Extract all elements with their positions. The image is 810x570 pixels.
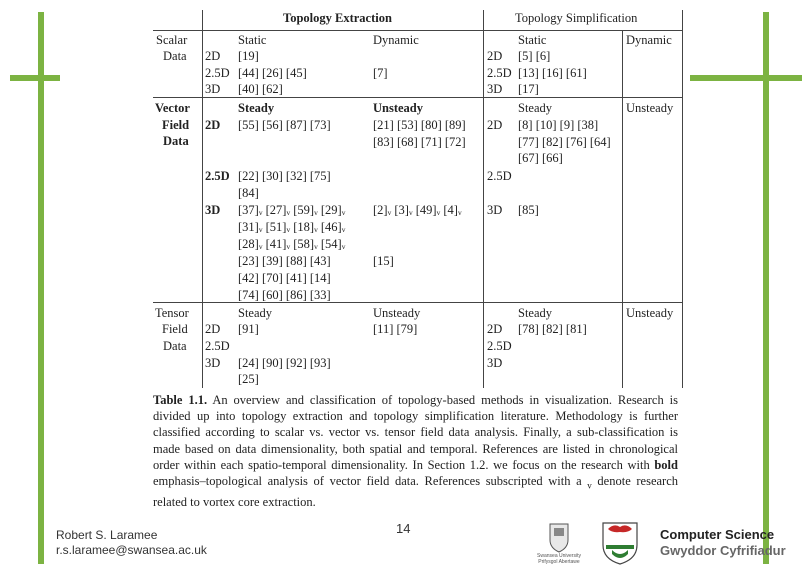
vector-label: Vector bbox=[155, 101, 190, 115]
scalar-dim: 2D bbox=[205, 49, 221, 63]
header-simplification: Topology Simplification bbox=[515, 11, 638, 25]
vector-simp-dim-2d: 2D bbox=[487, 118, 503, 132]
vector-simp-dim-3d: 3D bbox=[487, 203, 503, 217]
page-number: 14 bbox=[396, 521, 411, 536]
vector-unsteady-refs: [83] [68] [71] [72] bbox=[373, 135, 466, 149]
tensor-simp-unsteady-header: Unsteady bbox=[626, 306, 674, 320]
vector-label-data: Data bbox=[163, 134, 189, 148]
vector-unsteady-refs: [2]ᵥ [3]ᵥ [49]ᵥ [4]ᵥ bbox=[373, 203, 462, 217]
caption-label: Table 1.1. bbox=[153, 393, 208, 407]
tensor-dim: 3D bbox=[205, 356, 221, 370]
green-bar-right-horizontal bbox=[690, 75, 802, 81]
caption-text: An overview and classification of topology-based methods in visualization. Research is divided up into topology extraction and topology simplification literature. Methodology is further classified according to scalar vs. vector vs. tensor field data analysis. Finally, a sub-classification is made based on data dimensionality, both spatial and temporal. References are listed in chronological order within each spatio-temporal dimensionality. In Section 1.2. we focus on the research with bbox=[153, 393, 678, 472]
vector-steady-refs: [28]ᵥ [41]ᵥ [58]ᵥ [54]ᵥ bbox=[238, 237, 346, 251]
tensor-label: Tensor bbox=[155, 306, 189, 320]
vector-simp-unsteady-header: Unsteady bbox=[626, 101, 674, 115]
caption-text: denote research related to vortex core extraction. bbox=[153, 474, 679, 509]
tensor-unsteady-header: Unsteady bbox=[373, 306, 421, 320]
table-rule-top bbox=[153, 30, 682, 31]
university-logo bbox=[528, 522, 590, 566]
scalar-refs: [19] bbox=[238, 49, 259, 63]
tensor-simp-dim: 2.5D bbox=[487, 339, 512, 353]
scalar-refs: [44] [26] [45] bbox=[238, 66, 307, 80]
scalar-simp-refs: [13] [16] [61] bbox=[518, 66, 587, 80]
scalar-dynamic-refs: [7] bbox=[373, 66, 388, 80]
vector-steady-refs: [74] [60] [86] [33] bbox=[238, 288, 331, 302]
scalar-label-data: Data bbox=[163, 49, 187, 63]
vector-label-field: Field bbox=[162, 118, 190, 132]
caption-bold: bold bbox=[654, 457, 678, 472]
tensor-simp-dim: 3D bbox=[487, 356, 503, 370]
author-name: Robert S. Laramee bbox=[56, 528, 158, 542]
scalar-static-header: Static bbox=[238, 33, 267, 47]
vector-steady-refs: [84] bbox=[238, 186, 259, 200]
author-email[interactable]: r.s.laramee@swansea.ac.uk bbox=[56, 543, 207, 557]
vector-steady-refs: [37]ᵥ [27]ᵥ [59]ᵥ [29]ᵥ bbox=[238, 203, 346, 217]
tensor-refs: [91] bbox=[238, 322, 259, 336]
vector-simp-refs: [8] [10] [9] [38] bbox=[518, 118, 599, 132]
caption-text: emphasis–topological analysis of vector field data. References subscripted with a bbox=[153, 474, 588, 489]
tensor-refs: [25] bbox=[238, 372, 259, 386]
scalar-refs: [40] [62] bbox=[238, 82, 283, 96]
vector-dim-2d: 2D bbox=[205, 118, 221, 132]
tensor-unsteady-refs: [11] [79] bbox=[373, 322, 418, 336]
scalar-simp-dim: 3D bbox=[487, 82, 503, 96]
scalar-simp-refs: [5] [6] bbox=[518, 49, 551, 63]
university-name: Swansea University bbox=[537, 553, 581, 559]
green-bar-left-vertical bbox=[38, 12, 44, 564]
tensor-label-data: Data bbox=[163, 339, 187, 353]
vector-simp-steady-header: Steady bbox=[518, 101, 553, 115]
green-bar-left-horizontal bbox=[10, 75, 60, 81]
vector-unsteady-refs: [21] [53] [80] [89] bbox=[373, 118, 466, 132]
table-rule-left bbox=[202, 10, 203, 388]
vector-simp-refs: [77] [82] [76] [64] bbox=[518, 135, 611, 149]
scalar-dim: 2.5D bbox=[205, 66, 230, 80]
vector-simp-refs: [67] [66] bbox=[518, 151, 563, 165]
vector-simp-dim-25d: 2.5D bbox=[487, 169, 512, 183]
scalar-simp-dim: 2D bbox=[487, 49, 503, 63]
dept-name-welsh: Gwyddor Cyfrifiadur bbox=[660, 543, 786, 558]
tensor-simp-refs: [78] [82] [81] bbox=[518, 322, 587, 336]
table-rule-vector bbox=[153, 97, 682, 98]
table-rule-tensor bbox=[153, 302, 682, 303]
scalar-simp-refs: [17] bbox=[518, 82, 539, 96]
vector-steady-refs: [42] [70] [41] [14] bbox=[238, 271, 331, 285]
table-rule-right bbox=[682, 10, 683, 388]
vector-dim-3d: 3D bbox=[205, 203, 221, 217]
header-extraction: Topology Extraction bbox=[283, 11, 392, 25]
tensor-steady-header: Steady bbox=[238, 306, 273, 320]
green-bar-right-vertical bbox=[763, 12, 769, 564]
dragon-shield-icon bbox=[600, 520, 640, 566]
table-rule-middle bbox=[483, 10, 484, 388]
tensor-refs: [24] [90] [92] [93] bbox=[238, 356, 331, 370]
caption-sub: v bbox=[587, 480, 592, 491]
vector-steady-refs: [23] [39] [88] [43] bbox=[238, 254, 331, 268]
vector-steady-header: Steady bbox=[238, 101, 275, 115]
vector-steady-refs: [31]ᵥ [51]ᵥ [18]ᵥ [46]ᵥ bbox=[238, 220, 346, 234]
vector-steady-refs: [22] [30] [32] [75] bbox=[238, 169, 331, 183]
vector-unsteady-header: Unsteady bbox=[373, 101, 424, 115]
tensor-dim: 2.5D bbox=[205, 339, 230, 353]
department-logo bbox=[600, 520, 640, 566]
tensor-label-field: Field bbox=[162, 322, 188, 336]
scalar-dynamic-header: Dynamic bbox=[373, 33, 419, 47]
dept-name: Computer Science bbox=[660, 527, 775, 542]
scalar-dim: 3D bbox=[205, 82, 221, 96]
scalar-simp-dim: 2.5D bbox=[487, 66, 512, 80]
university-name-welsh: Prifysgol Abertawe bbox=[538, 559, 580, 565]
tensor-simp-steady-header: Steady bbox=[518, 306, 553, 320]
tensor-dim: 2D bbox=[205, 322, 221, 336]
vector-dim-25d: 2.5D bbox=[205, 169, 230, 183]
scalar-label: Scalar bbox=[156, 33, 188, 47]
table-rule-right-inner bbox=[622, 30, 623, 388]
vector-steady-refs: [55] [56] [87] [73] bbox=[238, 118, 331, 132]
table-caption bbox=[153, 392, 678, 510]
scalar-simp-dynamic-header: Dynamic bbox=[626, 33, 672, 47]
tensor-simp-dim: 2D bbox=[487, 322, 503, 336]
vector-simp-refs: [85] bbox=[518, 203, 539, 217]
vector-unsteady-refs: [15] bbox=[373, 254, 394, 268]
footer-author bbox=[56, 528, 207, 558]
scalar-simp-static-header: Static bbox=[518, 33, 547, 47]
